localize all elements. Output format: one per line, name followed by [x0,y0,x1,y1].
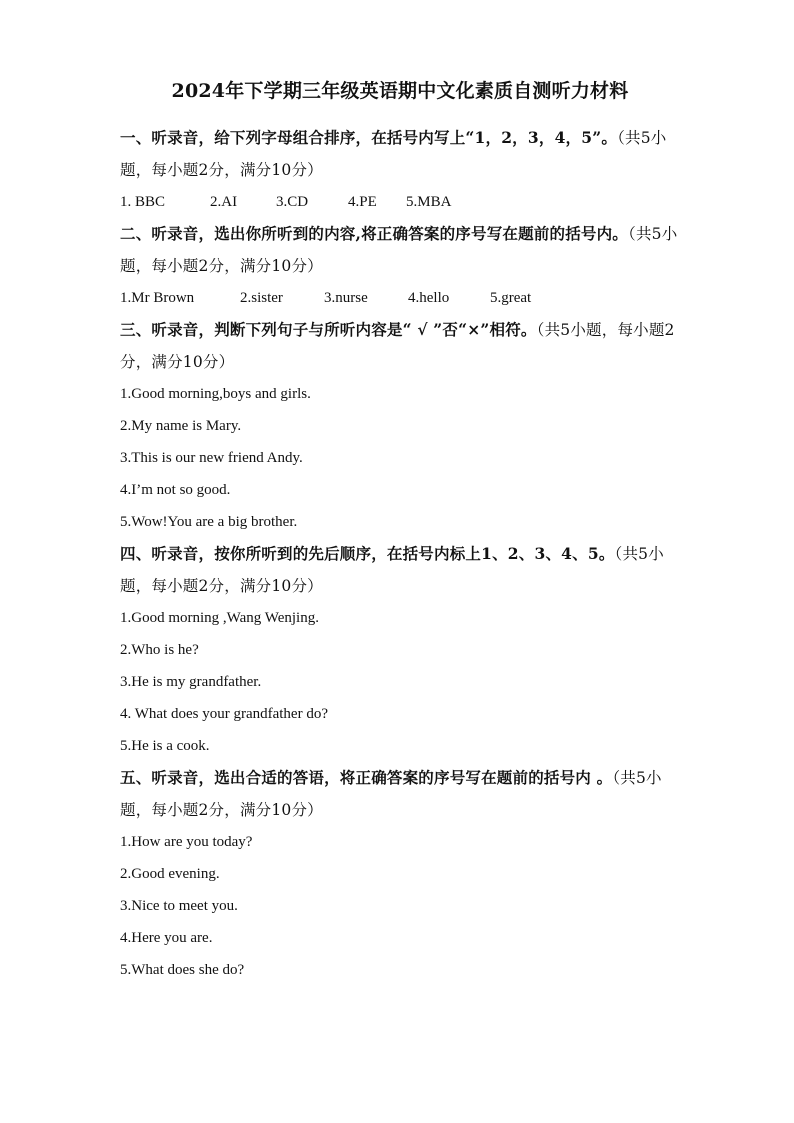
section-instruction: 二、听录音，选出你所听到的内容,将正确答案的序号写在题前的括号内。 [120,224,628,243]
list-item: 4.I’m not so good. [120,482,231,498]
section-heading [120,218,680,282]
section-heading [120,314,680,378]
section-scoring: （共5小题，每小题2分，满分10分） [120,225,678,275]
section-scoring: （共5小题，每小题2分，满分10分） [120,545,664,595]
section-1 [120,122,680,218]
page-title: 2024年下学期三年级英语期中文化素质自测听力材料 [171,80,629,102]
list-item: 5.He is a cook. [120,738,210,754]
list-item: 2.Who is he? [120,642,199,658]
list-item: 3.This is our new friend Andy. [120,450,303,466]
list-item: 1.Mr Brown [120,290,195,306]
list-item: 3.nurse [324,290,368,306]
list-item: 4.hello [408,290,450,306]
list-item: 4.PE [348,194,377,210]
section-instruction: 四、听录音，按你所听到的先后顺序，在括号内标上1、2、3、4、5。 [120,544,615,563]
list-item: 1.Good morning ,Wang Wenjing. [120,610,319,626]
list-item: 2.My name is Mary. [120,418,242,434]
list-item: 3.He is my grandfather. [120,674,262,690]
list-item: 2.Good evening. [120,866,220,882]
list-item: 5.MBA [406,194,452,210]
list-item: 2.AI [210,194,238,210]
section-3 [120,314,680,538]
section-5 [120,762,680,986]
list-item: 4.Here you are. [120,930,213,946]
section-heading [120,762,680,826]
list-item: 1.How are you today? [120,834,253,850]
section-scoring: （共5小题，每小题2分，满分10分） [120,321,675,371]
document-page [120,74,680,986]
item-row [120,282,680,314]
list-item: 3.Nice to meet you. [120,898,238,914]
list-item: 5.What does she do? [120,962,245,978]
list-item: 1. BBC [120,194,166,210]
section-heading [120,122,680,186]
section-instruction: 五、听录音，选出合适的答语，将正确答案的序号写在题前的括号内 。 [120,768,613,787]
list-item: 3.CD [276,194,309,210]
section-instruction: 三、听录音，判断下列句子与所听内容是“ √ ”否“×”相符。 [120,320,537,339]
section-scoring: （共5小题，每小题2分，满分10分） [120,129,667,179]
section-heading [120,538,680,602]
section-2 [120,218,680,314]
section-instruction: 一、听录音，给下列字母组合排序，在括号内写上“1，2，3，4，5”。 [120,128,618,147]
list-item: 2.sister [240,290,283,306]
list-item: 1.Good morning,boys and girls. [120,386,311,402]
section-4 [120,538,680,762]
list-item: 5.Wow!You are a big brother. [120,514,298,530]
item-row [120,186,680,218]
list-item: 5.great [490,290,532,306]
list-item: 4. What does your grandfather do? [120,706,328,722]
section-scoring: （共5小题，每小题2分，满分10分） [120,769,662,819]
